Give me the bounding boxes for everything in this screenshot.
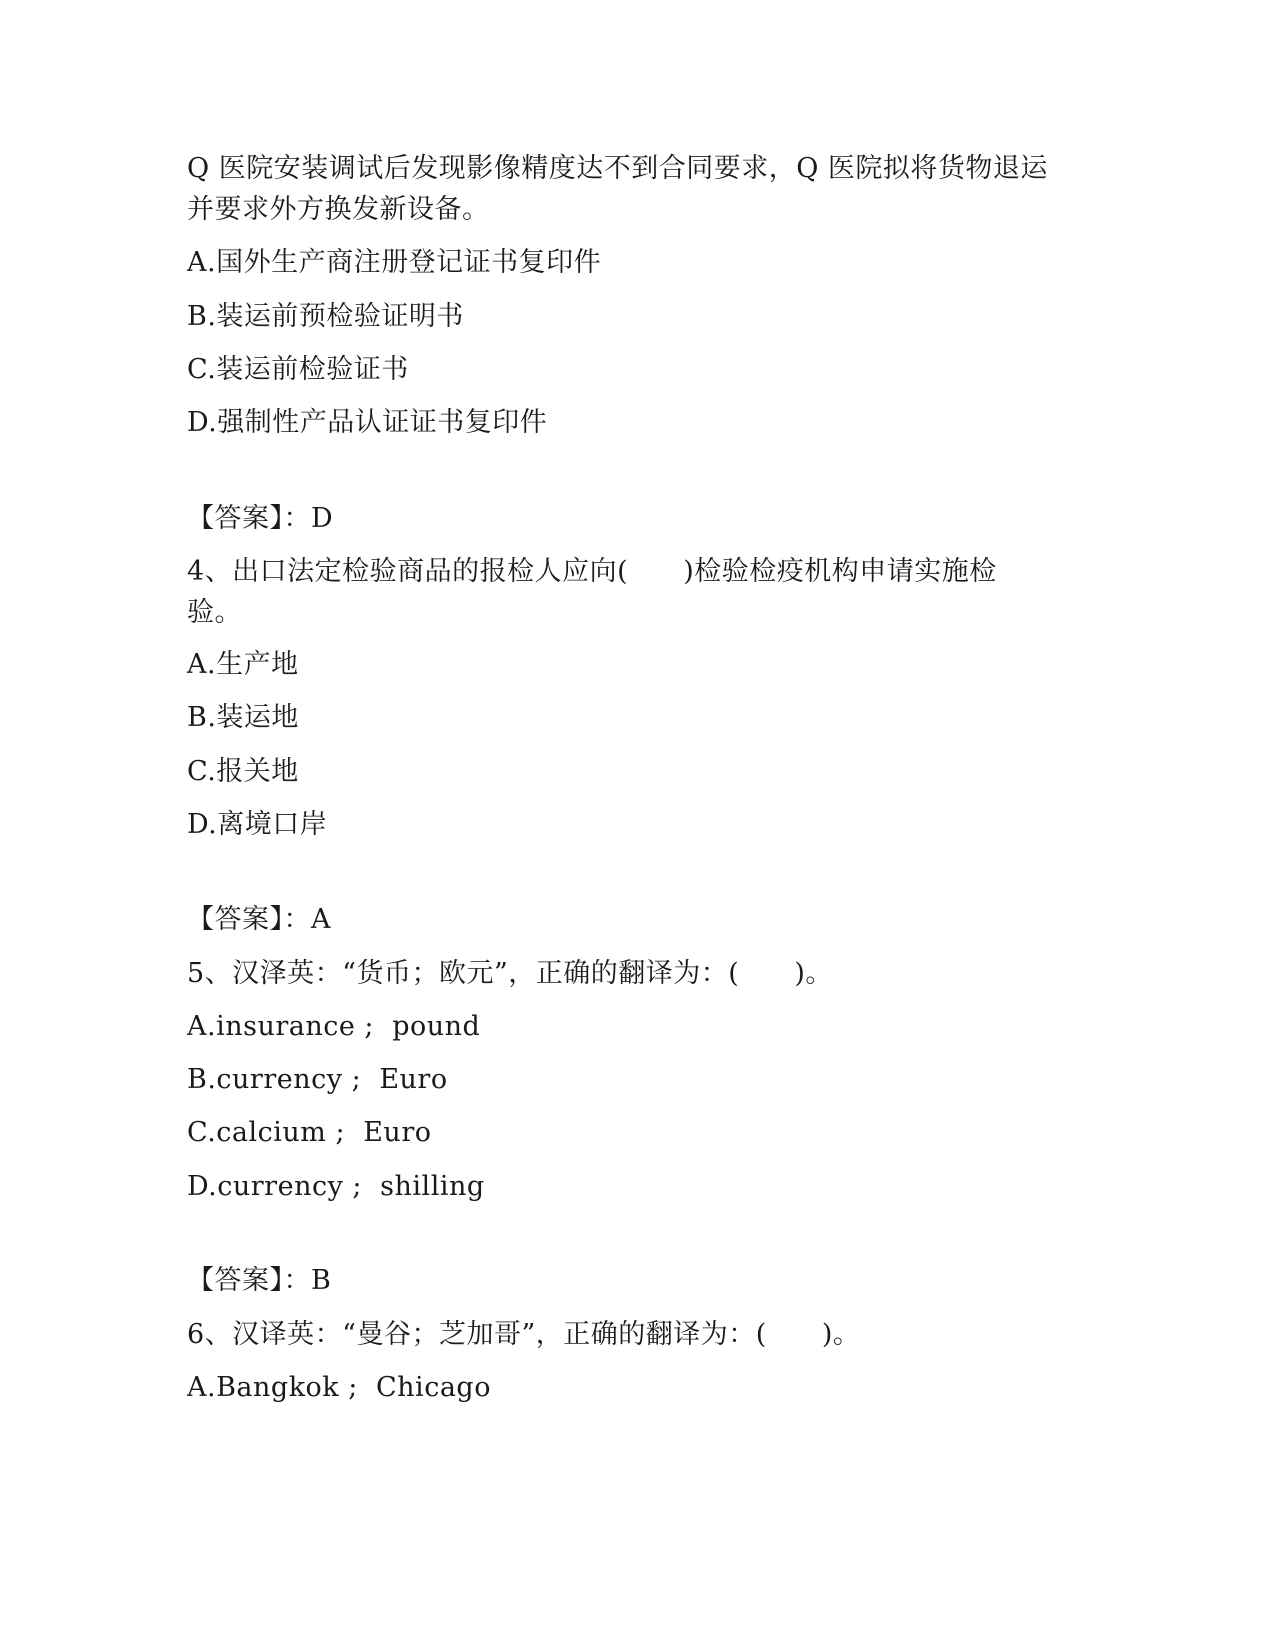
- question-4-stem-line-2: 验。: [187, 597, 242, 628]
- question-4-answer: 【答案】：A: [187, 904, 331, 935]
- question-3-stem-line-2: 并要求外方换发新设备。: [187, 194, 490, 225]
- question-5-option-b: B.currency ; Euro: [187, 1064, 448, 1095]
- question-4-option-d: D.离境口岸: [187, 809, 328, 840]
- question-5-stem: 5、汉泽英：“货币；欧元”，正确的翻译为：( )。: [187, 958, 833, 989]
- question-5-option-d: D.currency ; shilling: [187, 1171, 485, 1202]
- question-3-option-d: D.强制性产品认证证书复印件: [187, 407, 548, 438]
- question-5-option-a: A.insurance ; pound: [187, 1011, 481, 1042]
- question-3-option-c: C.装运前检验证书: [187, 354, 409, 385]
- question-6-stem: 6、汉译英：“曼谷；芝加哥”，正确的翻译为：( )。: [187, 1319, 861, 1350]
- question-6-option-a: A.Bangkok ; Chicago: [187, 1372, 491, 1403]
- question-3-option-a: A.国外生产商注册登记证书复印件: [187, 247, 602, 278]
- question-3-stem-line-1: Q 医院安装调试后发现影像精度达不到合同要求，Q 医院拟将货物退运: [187, 153, 1048, 184]
- question-4-option-a: A.生产地: [187, 649, 299, 680]
- question-4-option-b: B.装运地: [187, 702, 299, 733]
- question-4-stem-line-1: 4、出口法定检验商品的报检人应向( )检验检疫机构申请实施检: [187, 556, 997, 587]
- question-3-option-b: B.装运前预检验证明书: [187, 301, 464, 332]
- question-4-option-c: C.报关地: [187, 756, 299, 787]
- question-3-answer: 【答案】：D: [187, 503, 334, 534]
- question-5-answer: 【答案】：B: [187, 1265, 332, 1296]
- question-5-option-c: C.calcium ; Euro: [187, 1117, 432, 1148]
